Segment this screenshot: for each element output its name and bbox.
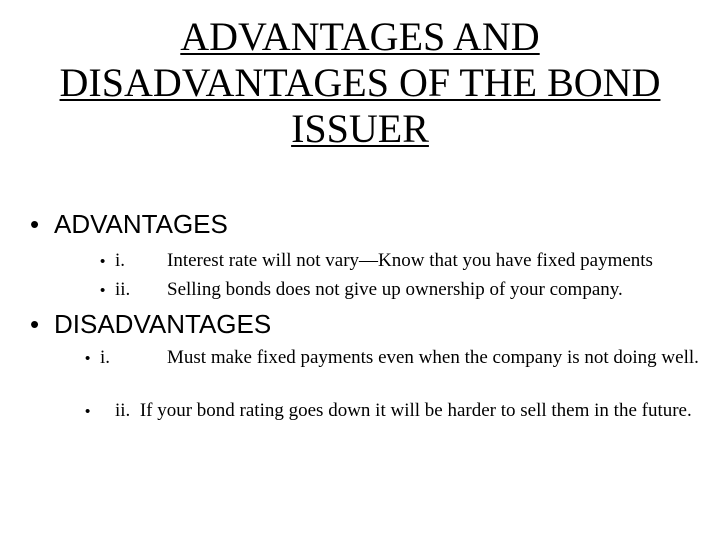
disadvantages-heading: DISADVANTAGES [54,309,272,339]
item-text: Interest rate will not vary—Know that you have fixed payments [167,250,653,271]
bullet-icon: • [85,403,91,420]
item-number: ii. [115,279,131,300]
disadvantage-item-1 [85,345,705,372]
bullet-icon: • [100,253,106,270]
item-number: i. [100,347,111,368]
bullet-icon: • [85,350,91,367]
bullet-icon: • [30,309,40,339]
bullet-icon: • [30,209,40,239]
disadvantage-item-2 [85,398,705,425]
advantage-item-1 [100,248,700,275]
advantages-heading-item [30,209,228,239]
item-text: If your bond rating goes down it will be harder to sell them in the future. [139,400,692,421]
bullet-icon: • [100,282,106,299]
advantage-item-2 [100,277,700,304]
item-number: i. [115,250,126,271]
disadvantages-heading-item [30,309,271,339]
slide-title: ADVANTAGES AND DISADVANTAGES OF THE BOND ISSUER [59,14,661,151]
item-text: Must make fixed payments even when the company is not doing well. [167,347,699,368]
item-text: Selling bonds does not give up ownership of your company. [167,279,623,300]
advantages-heading: ADVANTAGES [54,209,228,239]
item-number: ii. [115,400,131,421]
